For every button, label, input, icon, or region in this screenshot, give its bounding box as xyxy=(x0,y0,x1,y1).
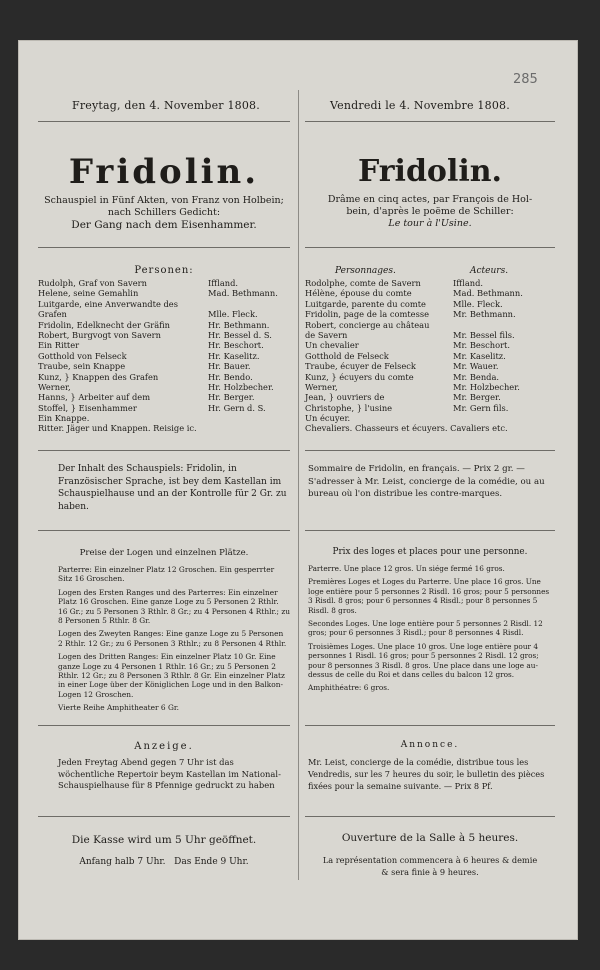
cast-row xyxy=(305,382,555,392)
cast-role: Un écuyer. xyxy=(305,413,351,424)
cast-actor: Mad. Bethmann. xyxy=(453,288,523,299)
price-entry: Premières Loges et Loges du Parterre. Une place 16 gros. Une loge entière pour 5 personnes 2 Risdl. 16 gros; pour 5 personnes 3 Risdl. 8 gros; pour 6 personnes 4 Risdl.; pour 8 personnes 5 Risdl. 8 gros. xyxy=(308,577,550,615)
notice-french: Mr. Leist, concierge de la comédie, distribue tous les Vendredis, sur les 7 heures du soir, le bulletin des pièces fixées pour la semaine suivante. — Prix 8 Pf. xyxy=(308,757,545,791)
cast-role: Ein Ritter xyxy=(38,340,80,351)
cast-actor: Mr. Berger. xyxy=(453,392,501,403)
divider xyxy=(38,450,290,451)
subtitle-line: Le tour à l'Usine. xyxy=(388,218,472,229)
cast-heading-german: Personen: xyxy=(134,265,194,276)
cast-role: Luitgarde, parente du comte xyxy=(305,298,426,309)
times-german: Anfang halb 7 Uhr. Das Ende 9 Uhr. xyxy=(79,857,249,867)
cast-role: Traube, écuyer de Felseck xyxy=(305,361,416,372)
cast-role: Christophe, } l'usine xyxy=(305,402,393,413)
cast-role: Rudolph, Graf von Savern xyxy=(38,278,147,288)
notice-german: Jeden Freytag Abend gegen 7 Uhr ist das wöchentliche Repertoir beym Kastellan im National-Schauspielhause für 8 Pfennige gedruckt zu haben xyxy=(58,757,281,790)
cast-row xyxy=(38,403,290,413)
subtitle-line: nach Schillers Gedicht: xyxy=(107,207,221,218)
prices-list-german xyxy=(58,565,290,717)
cast-role: Werner, xyxy=(305,381,338,392)
cast-role: Helene, seine Gemahlin xyxy=(38,288,139,299)
notice-heading-french: Annonce. xyxy=(400,740,460,750)
cast-role: Kunz, } écuyers du comte xyxy=(305,371,414,382)
divider xyxy=(305,816,555,817)
cast-role: Stoffel, } Eisenhammer xyxy=(38,402,137,413)
cast-actor: Hr. Bauer. xyxy=(208,361,251,372)
price-entry: Amphithéatre: 6 gros. xyxy=(308,683,390,693)
cast-role: de Savern xyxy=(305,329,348,340)
divider xyxy=(38,725,290,726)
cast-actor: Hr. Bendo. xyxy=(208,371,253,382)
cast-row xyxy=(38,372,290,382)
opening-french: Ouverture de la Salle à 5 heures. xyxy=(341,832,519,844)
cast-row xyxy=(305,403,555,413)
times-french xyxy=(305,854,555,878)
cast-row xyxy=(305,288,555,298)
cast-actor: Mr. Bethmann. xyxy=(453,309,516,320)
cast-row xyxy=(305,351,555,361)
subtitle-line: bein, d'après le poëme de Schiller: xyxy=(346,206,514,217)
cast-actor: Mr. Bessel fils. xyxy=(453,329,515,340)
opening-german: Die Kasse wird um 5 Uhr geöffnet. xyxy=(71,834,257,846)
subtitle-line: Drâme en cinq actes, par François de Hol- xyxy=(327,194,533,205)
cast-actor: Mlle. Fleck. xyxy=(453,298,503,309)
column-divider xyxy=(298,90,299,880)
cast-row xyxy=(38,330,290,340)
cast-role: Ritter. Jäger und Knappen. Reisige ic. xyxy=(38,423,197,434)
cast-actor: Mr. Beschort. xyxy=(453,340,511,351)
divider xyxy=(305,530,555,531)
divider xyxy=(305,121,555,122)
prices-heading-french: Prix des loges et places pour une personne. xyxy=(332,547,528,557)
cast-actor: Mr. Holzbecher. xyxy=(453,381,520,392)
cast-row xyxy=(305,340,555,350)
cast-row xyxy=(305,299,555,309)
price-entry: Troisièmes Loges. Une place 10 gros. Une loge entière pour 4 personnes 1 Risdl. 16 gros; pour 5 personnes 2 Risdl. 12 gros; pour 8 personnes 3 Risdl. 8 gros. Une place dans une loge au-dessus de celle du Roi et dans celles du balcon 12 gros. xyxy=(308,641,539,680)
cast-actor: Mr. Wauer. xyxy=(453,361,499,372)
cast-row xyxy=(305,372,555,382)
cast-actor: Hr. Holzbecher. xyxy=(208,381,274,392)
cast-actor: Mlle. Fleck. xyxy=(208,309,258,320)
cast-actor: Hr. Gern d. S. xyxy=(208,402,266,413)
cast-row xyxy=(38,382,290,392)
cast-actor: Hr. Bethmann. xyxy=(208,319,270,330)
subtitle-line: Der Gang nach dem Eisenhammer. xyxy=(71,219,257,231)
cast-role: Traube, sein Knappe xyxy=(38,361,126,372)
cast-row xyxy=(305,330,555,340)
price-entry: Logen des Ersten Ranges und des Parterres: Ein einzelner Platz 16 Groschen. Eine ganze Loge zu 5 Personen 2 Rthlr. 16 Gr.; zu 5 Personen 3 Rthlr. 8 Gr.; zu 4 Personen 4 Rthlr.; zu 8 Personen 5 Rthlr. 8 Gr. xyxy=(58,587,291,626)
cast-actor: Hr. Berger. xyxy=(208,392,255,403)
divider xyxy=(305,247,555,248)
cast-actor: Mr. Gern fils. xyxy=(453,402,509,413)
cast-row xyxy=(305,361,555,371)
cast-role: Kunz, } Knappen des Grafen xyxy=(38,371,159,382)
divider xyxy=(305,450,555,451)
cast-role: Grafen xyxy=(38,309,67,320)
subtitle-line: Schauspiel in Fünf Akten, von Franz von Holbein; xyxy=(44,195,284,206)
divider xyxy=(305,725,555,726)
cast-row xyxy=(38,340,290,350)
cast-role: Robert, concierge au château xyxy=(305,319,430,330)
cast-role: Fridolin, Edelknecht der Gräfin xyxy=(38,319,171,330)
price-entry: Secondes Loges. Une loge entière pour 5 personnes 2 Risdl. 12 gros; pour 6 personnes 3 Risdl.; pour 8 personnes 4 Risdl. xyxy=(308,619,543,638)
cast-list-german xyxy=(38,278,290,434)
cast-heading-roles: Personnages. xyxy=(335,266,396,276)
cast-role: Un chevalier xyxy=(305,340,359,351)
price-entry: Logen des Zweyten Ranges: Eine ganze Loge zu 5 Personen 2 Rthlr. 12 Gr.; zu 6 Personen 3 Rthlr.; zu 8 Personen 4 Rthlr. xyxy=(58,629,287,648)
price-entry: Logen des Dritten Ranges: Ein einzelner Platz 10 Gr. Eine ganze Loge zu 4 Personen 1 Rthlr. 16 Gr.; zu 5 Personen 2 Rthlr. 12 Gr.; zu 8 Personen 3 Rthlr. 8 Gr. Ein einzelner Platz in einer Loge über der Königlichen Loge und in den Balkon-Logen 12 Groschen. xyxy=(58,652,285,699)
cast-row xyxy=(305,413,555,423)
subtitle-german xyxy=(38,195,290,231)
cast-role: Robert, Burgvogt von Savern xyxy=(38,329,161,340)
archive-number: 285 xyxy=(513,72,538,87)
notice-heading-german: Anzeige. xyxy=(134,741,194,752)
cast-actor: Hr. Bessel d. S. xyxy=(208,329,272,340)
title-german: Fridolin. xyxy=(68,152,260,192)
summary-german: Der Inhalt des Schauspiels: Fridolin, in Französischer Sprache, ist bey dem Kastellan im Schauspielhause und an der Kontrolle für 2 Gr. zu haben. xyxy=(58,464,287,512)
date-french: Vendredi le 4. Novembre 1808. xyxy=(330,99,510,112)
cast-row xyxy=(305,423,555,433)
cast-row xyxy=(38,361,290,371)
cast-actor: Iffland. xyxy=(208,278,239,288)
cast-row xyxy=(38,288,290,298)
cast-role: Hélène, épouse du comte xyxy=(305,288,412,299)
prices-list-french xyxy=(308,564,556,697)
price-entry: Parterre. Une place 12 gros. Un siége fermé 16 gros. xyxy=(308,564,505,573)
cast-role: Jean, } ouvriers de xyxy=(305,392,385,403)
prices-heading-german: Preise der Logen und einzelnen Plätze. xyxy=(79,548,249,558)
summary-french: Sommaire de Fridolin, en français. — Prix 2 gr. — S'adresser à Mr. Leist, concierge de la comédie, ou au bureau où l'on distribue les contre-marques. xyxy=(308,464,545,499)
cast-row xyxy=(38,320,290,330)
cast-role: Fridolin, page de la comtesse xyxy=(305,309,429,320)
cast-actor: Mr. Kaselitz. xyxy=(453,350,506,361)
cast-actor: Hr. Kaselitz. xyxy=(208,350,260,361)
date-german: Freytag, den 4. November 1808. xyxy=(72,99,260,112)
divider xyxy=(38,121,290,122)
cast-list-french xyxy=(305,278,555,434)
cast-role: Luitgarde, eine Anverwandte des xyxy=(38,298,178,309)
cast-role: Chevaliers. Chasseurs et écuyers. Cavaliers etc. xyxy=(305,423,508,434)
cast-row xyxy=(305,320,555,330)
cast-role: Gotthold de Felseck xyxy=(305,350,389,361)
divider xyxy=(38,247,290,248)
cast-role: Gotthold von Felseck xyxy=(38,350,127,361)
cast-row xyxy=(38,278,290,288)
cast-role: Ein Knappe. xyxy=(38,413,90,424)
cast-row xyxy=(38,309,290,319)
cast-role: Rodolphe, comte de Savern xyxy=(305,278,421,288)
price-entry: Vierte Reihe Amphitheater 6 Gr. xyxy=(58,703,179,713)
cast-actor: Mad. Bethmann. xyxy=(208,288,278,299)
cast-row xyxy=(38,423,290,433)
price-entry: Parterre: Ein einzelner Platz 12 Groschen. Ein gesperrter Sitz 16 Groschen. xyxy=(58,565,275,584)
subtitle-french xyxy=(305,194,555,230)
cast-heading-actors: Acteurs. xyxy=(470,266,509,276)
cast-role: Werner, xyxy=(38,381,71,392)
cast-row xyxy=(38,299,290,309)
title-french: Fridolin. xyxy=(357,154,502,189)
cast-row xyxy=(38,413,290,423)
cast-row xyxy=(38,351,290,361)
divider xyxy=(38,816,290,817)
cast-row xyxy=(305,309,555,319)
times-line: & sera finie à 9 heures. xyxy=(381,867,479,877)
cast-row xyxy=(38,392,290,402)
cast-actor: Iffland. xyxy=(453,278,484,288)
cast-actor: Mr. Benda. xyxy=(453,371,500,382)
cast-row xyxy=(305,392,555,402)
cast-row xyxy=(305,278,555,288)
divider xyxy=(38,530,290,531)
times-line: La représentation commencera à 6 heures & demie xyxy=(322,855,538,865)
cast-actor: Hr. Beschort. xyxy=(208,340,264,351)
cast-role: Hanns, } Arbeiter auf dem xyxy=(38,392,151,403)
